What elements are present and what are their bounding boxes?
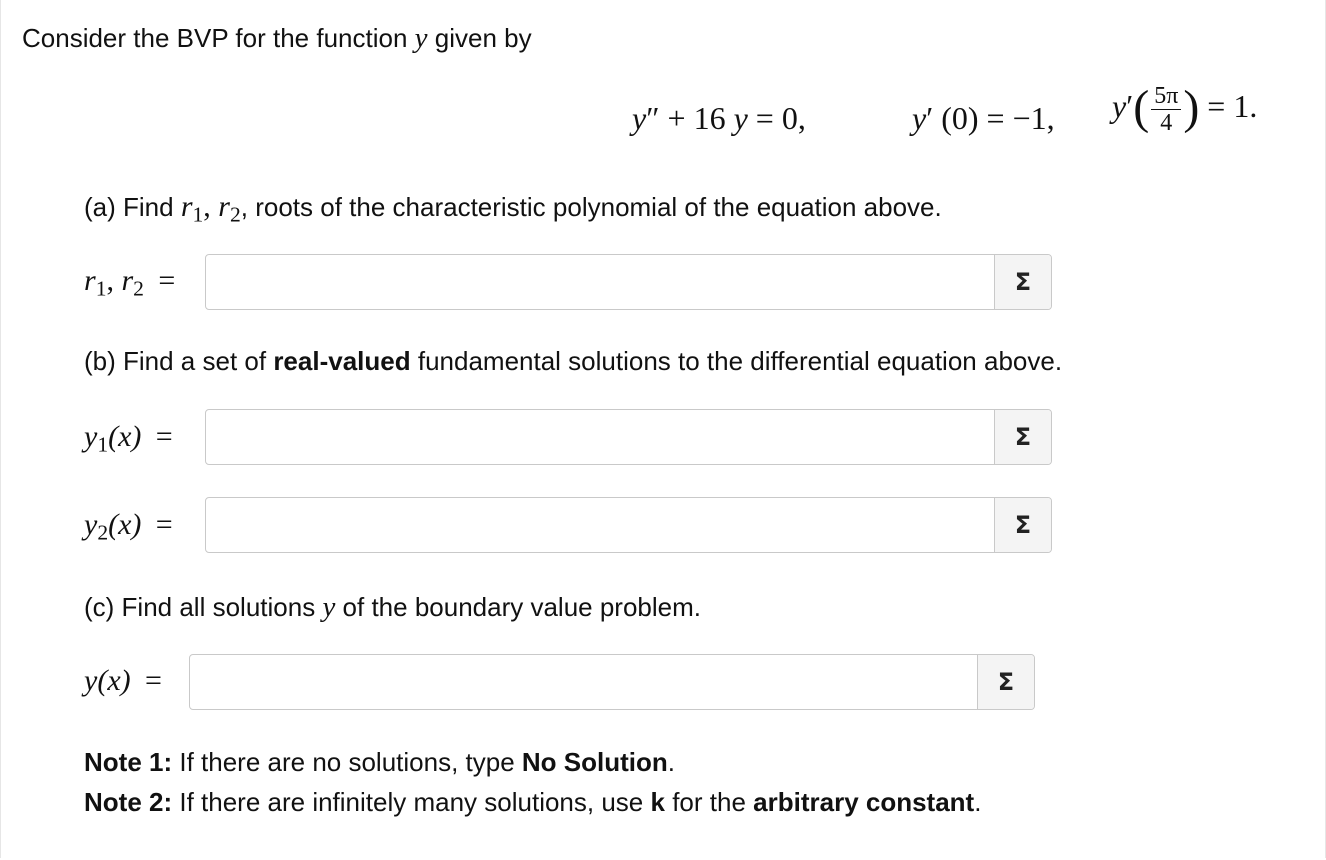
label-r1: r: [84, 264, 96, 297]
r1-r2-label: [84, 264, 176, 301]
y-label: [84, 664, 162, 698]
y1-eq: =: [155, 420, 173, 453]
part-a-suffix: , roots of the characteristic polynomial of the equation above.: [240, 192, 942, 222]
sigma-icon: Σ: [1014, 511, 1032, 539]
r2-letter: r: [218, 190, 230, 223]
part-b-prefix: (b) Find a set of: [84, 346, 267, 376]
intro-var: y: [414, 22, 428, 54]
bc1-prime: ′: [926, 100, 934, 136]
bc2-fraction: [1151, 83, 1181, 137]
ode-eq: = 0,: [755, 100, 806, 136]
y1-letter: y: [84, 420, 98, 453]
r1-letter: r: [180, 190, 193, 223]
y1-label: [84, 420, 173, 457]
y2-label: [84, 508, 173, 545]
y1-input[interactable]: [206, 410, 994, 464]
label-r2: r: [121, 264, 134, 297]
y2-sub: 2: [97, 520, 109, 545]
bc2-prime: ′: [1126, 87, 1134, 124]
y-input[interactable]: [190, 655, 977, 709]
label-eq: =: [158, 264, 176, 297]
y2-eq: =: [155, 508, 173, 541]
part-a-prompt: [84, 190, 942, 227]
note-1-bold: No Solution: [521, 747, 668, 777]
label-r2-sub: 2: [133, 276, 144, 301]
note-1: [84, 747, 675, 778]
y-arg: (x): [97, 664, 131, 697]
ode-y2: y: [733, 100, 748, 136]
r1-sub: 1: [192, 202, 204, 227]
sigma-button-y2[interactable]: [994, 498, 1051, 552]
roots-input[interactable]: [206, 255, 994, 309]
bc1-arg: (0): [941, 100, 979, 136]
note-1-end: .: [667, 747, 675, 777]
ode-plus: + 16: [667, 100, 726, 136]
sigma-button-y[interactable]: [977, 655, 1034, 709]
part-c-prompt: [84, 591, 701, 624]
bc2-equation: [1112, 82, 1257, 137]
sigma-icon: Σ: [1014, 268, 1032, 296]
bc1-y: y: [912, 100, 927, 136]
label-r1-sub: 1: [95, 276, 107, 301]
sigma-button-y1[interactable]: [994, 410, 1051, 464]
note-2-bold: arbitrary constant: [753, 787, 975, 817]
bc2-eq: = 1.: [1207, 87, 1258, 124]
note-2-text: If there are infinitely many solutions, use: [179, 787, 644, 817]
note-1-label: Note 1:: [84, 747, 173, 777]
y-field: [189, 654, 1035, 710]
part-a-prefix: (a) Find: [84, 192, 174, 222]
roots-field: [205, 254, 1052, 310]
note-2-label: Note 2:: [84, 787, 173, 817]
right-paren: ): [1183, 81, 1200, 134]
y1-field: [205, 409, 1052, 465]
label-comma: ,: [106, 264, 122, 297]
part-b-prompt: [84, 346, 1062, 377]
note-2-end: .: [974, 787, 982, 817]
bc1-eq: = −1,: [986, 100, 1055, 136]
note-2-k: k: [650, 787, 665, 817]
ode-equation: [632, 100, 806, 137]
y1-arg: (x): [108, 420, 142, 453]
y1-sub: 1: [97, 432, 109, 457]
ode-primes: ″: [646, 100, 660, 136]
bc1-equation: [912, 100, 1055, 137]
r2-sub: 2: [229, 202, 241, 227]
note-2-mid: for the: [672, 787, 746, 817]
part-b-bold: real-valued: [273, 346, 411, 376]
sigma-icon: Σ: [1014, 423, 1032, 451]
ode-y: y: [632, 100, 647, 136]
y-eq: =: [144, 664, 162, 697]
intro-after: given by: [434, 23, 532, 53]
y-letter: y: [84, 664, 98, 697]
part-c-var: y: [322, 591, 336, 623]
part-b-suffix: fundamental solutions to the differential equation above.: [417, 346, 1063, 376]
part-a-roots: [180, 190, 241, 227]
y2-letter: y: [84, 508, 98, 541]
intro-before: Consider the BVP for the function: [22, 23, 408, 53]
sigma-button-roots[interactable]: [994, 255, 1051, 309]
sigma-icon: Σ: [997, 668, 1015, 696]
part-c-prefix: (c) Find all solutions: [84, 592, 316, 622]
note-1-text: If there are no solutions, type: [179, 747, 515, 777]
bc2-numerator: 5π: [1151, 83, 1181, 110]
bc2-denominator: 4: [1160, 110, 1173, 136]
left-paren: (: [1133, 81, 1150, 134]
y2-field: [205, 497, 1052, 553]
note-2: [84, 787, 981, 818]
part-c-suffix: of the boundary value problem.: [342, 592, 701, 622]
intro-text: [22, 22, 532, 55]
y2-input[interactable]: [206, 498, 994, 552]
bc2-y: y: [1112, 87, 1127, 124]
roots-comma: ,: [203, 190, 211, 223]
y2-arg: (x): [108, 508, 142, 541]
